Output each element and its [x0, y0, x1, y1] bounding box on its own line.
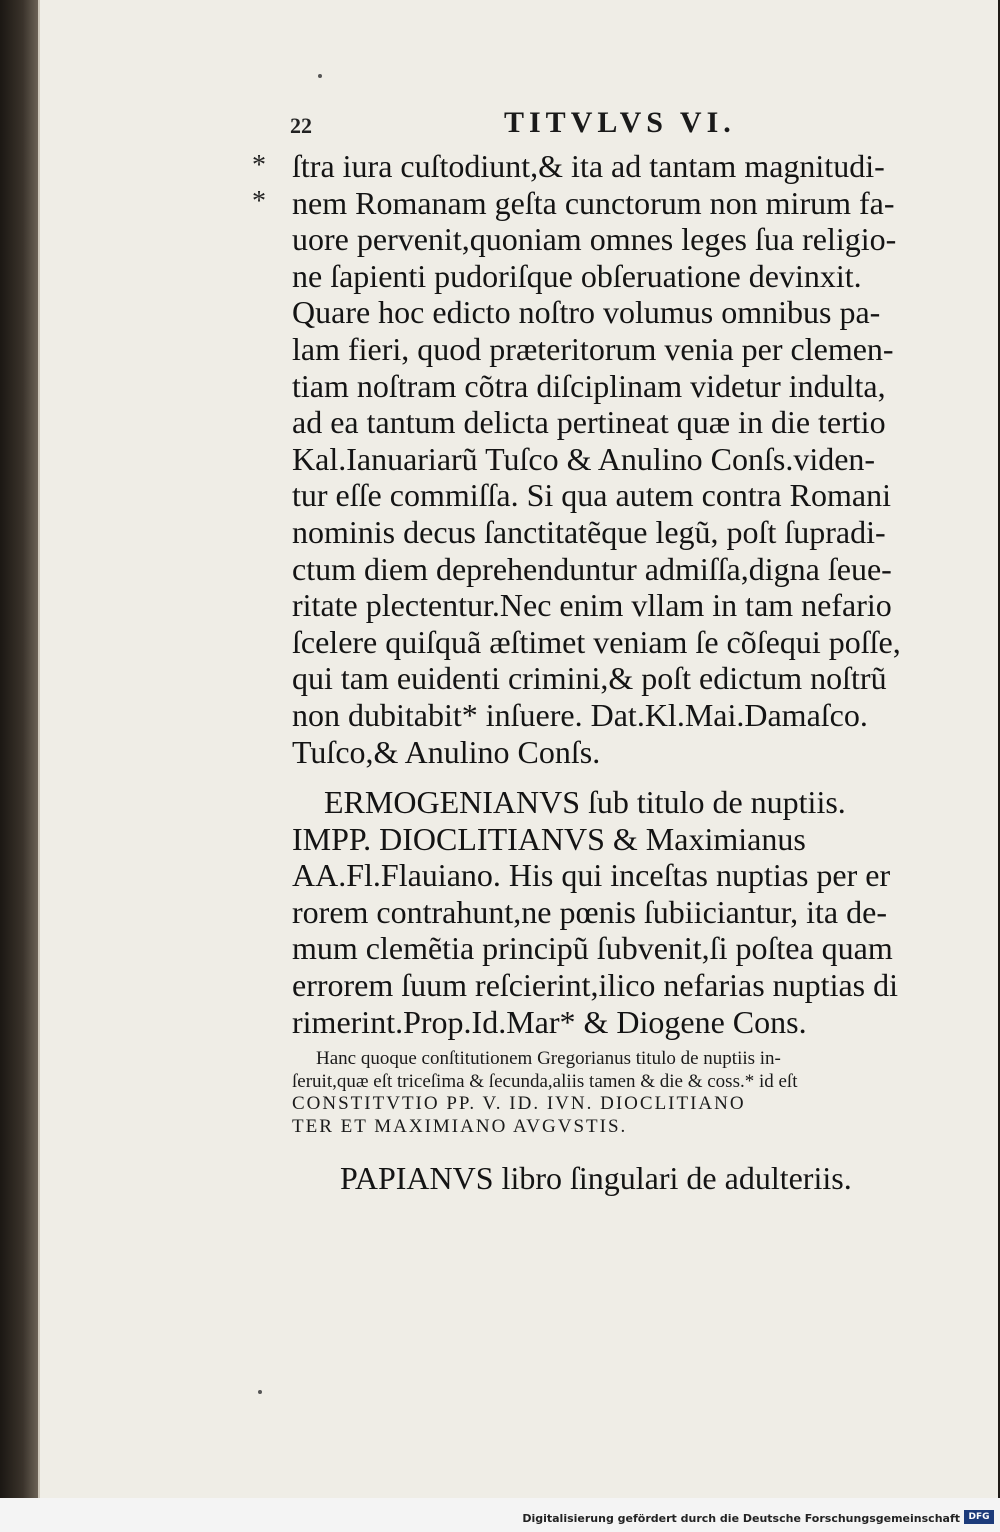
ermogenianus-section [292, 784, 952, 1040]
text-line: mum clemẽtia principũ ſubvenit,ſi poſtea quam [292, 930, 893, 967]
text-line: ne ſapienti pudoriſque obſeruatione devinxit. [292, 257, 862, 294]
text-line: uore pervenit,quoniam omnes leges ſua religio- [292, 221, 897, 258]
text-line: qui tam euidenti crimini,& poſt edictum noſtrũ [292, 660, 887, 697]
running-title: TITVLVS VI. [504, 106, 736, 139]
papianus-heading: PAPIANVS libro ſingulari de adulteriis. [340, 1160, 852, 1196]
text-line: rorem contrahunt,ne pœnis ſubiiciantur, ita de- [292, 893, 887, 930]
margin-asterisk: * [252, 186, 266, 217]
text-line: errorem ſuum reſcierint,ilico nefarias nuptias di [292, 966, 898, 1003]
text-line: ctum diem deprehenduntur admiſſa,digna ſeue- [292, 550, 892, 587]
footer-credit: Digitalisierung gefördert durch die Deutsche Forschungsgemeinschaft [522, 1512, 960, 1525]
note-line: CONSTITVTIO PP. V. ID. IVN. DIOCLITIANO [292, 1093, 746, 1114]
text-line: non dubitabit* inſuere. Dat.Kl.Mai.Damaſco. [292, 696, 868, 733]
note-line: ſeruit,quæ eſt triceſima & ſecunda,aliis tamen & die & coss.* id eſt [292, 1070, 798, 1092]
text-line: nem Romanam geſta cunctorum non mirum fa- [292, 184, 895, 221]
text-line: AA.Fl.Flauiano. His qui inceſtas nuptias per er [292, 857, 891, 894]
text-line: nominis decus ſanctitatẽque legũ, poſt ſupradi- [292, 513, 886, 550]
text-line: IMPP. DIOCLITIANVS & Maximianus [292, 820, 806, 857]
text-line: lam fieri, quod præteritorum venia per clemen- [292, 330, 894, 367]
page-number: 22 [290, 113, 312, 138]
text-line: tiam noſtram cõtra diſciplinam videtur indulta, [292, 367, 886, 404]
margin-asterisk: * [252, 150, 266, 181]
text-line: ſtra iura cuſtodiunt,& ita ad tantam magnitudi- [292, 148, 885, 184]
dfg-logo-icon: DFG [964, 1510, 994, 1524]
book-binding-edge [0, 0, 38, 1498]
text-line: rimerint.Prop.Id.Mar* & Diogene Cons. [292, 1003, 807, 1040]
annotation-note [292, 1048, 956, 1138]
text-line: ritate plectentur.Nec enim vllam in tam nefario [292, 587, 892, 624]
main-text-block [292, 148, 952, 770]
section-heading: ERMOGENIANVS ſub titulo de nuptiis. [324, 784, 846, 820]
note-line: Hanc quoque conſtitutionem Gregorianus titulo de nuptiis in- [316, 1048, 781, 1069]
text-line: ad ea tantum delicta pertineat quæ in die tertio [292, 404, 886, 441]
ink-speck [258, 1390, 262, 1394]
text-line: Quare hoc edicto noſtro volumus omnibus pa- [292, 294, 881, 331]
text-line: ſcelere quiſquã æſtimet veniam ſe cõſequi poſſe, [292, 623, 901, 660]
note-line: TER ET MAXIMIANO AVGVSTIS. [292, 1115, 628, 1137]
text-line: Kal.Ianuariarũ Tuſco & Anulino Conſs.viden- [292, 440, 876, 477]
ink-speck [318, 74, 322, 78]
text-line: Tuſco,& Anulino Conſs. [292, 733, 601, 770]
text-line: tur eſſe commiſſa. Si qua autem contra Romani [292, 477, 891, 514]
